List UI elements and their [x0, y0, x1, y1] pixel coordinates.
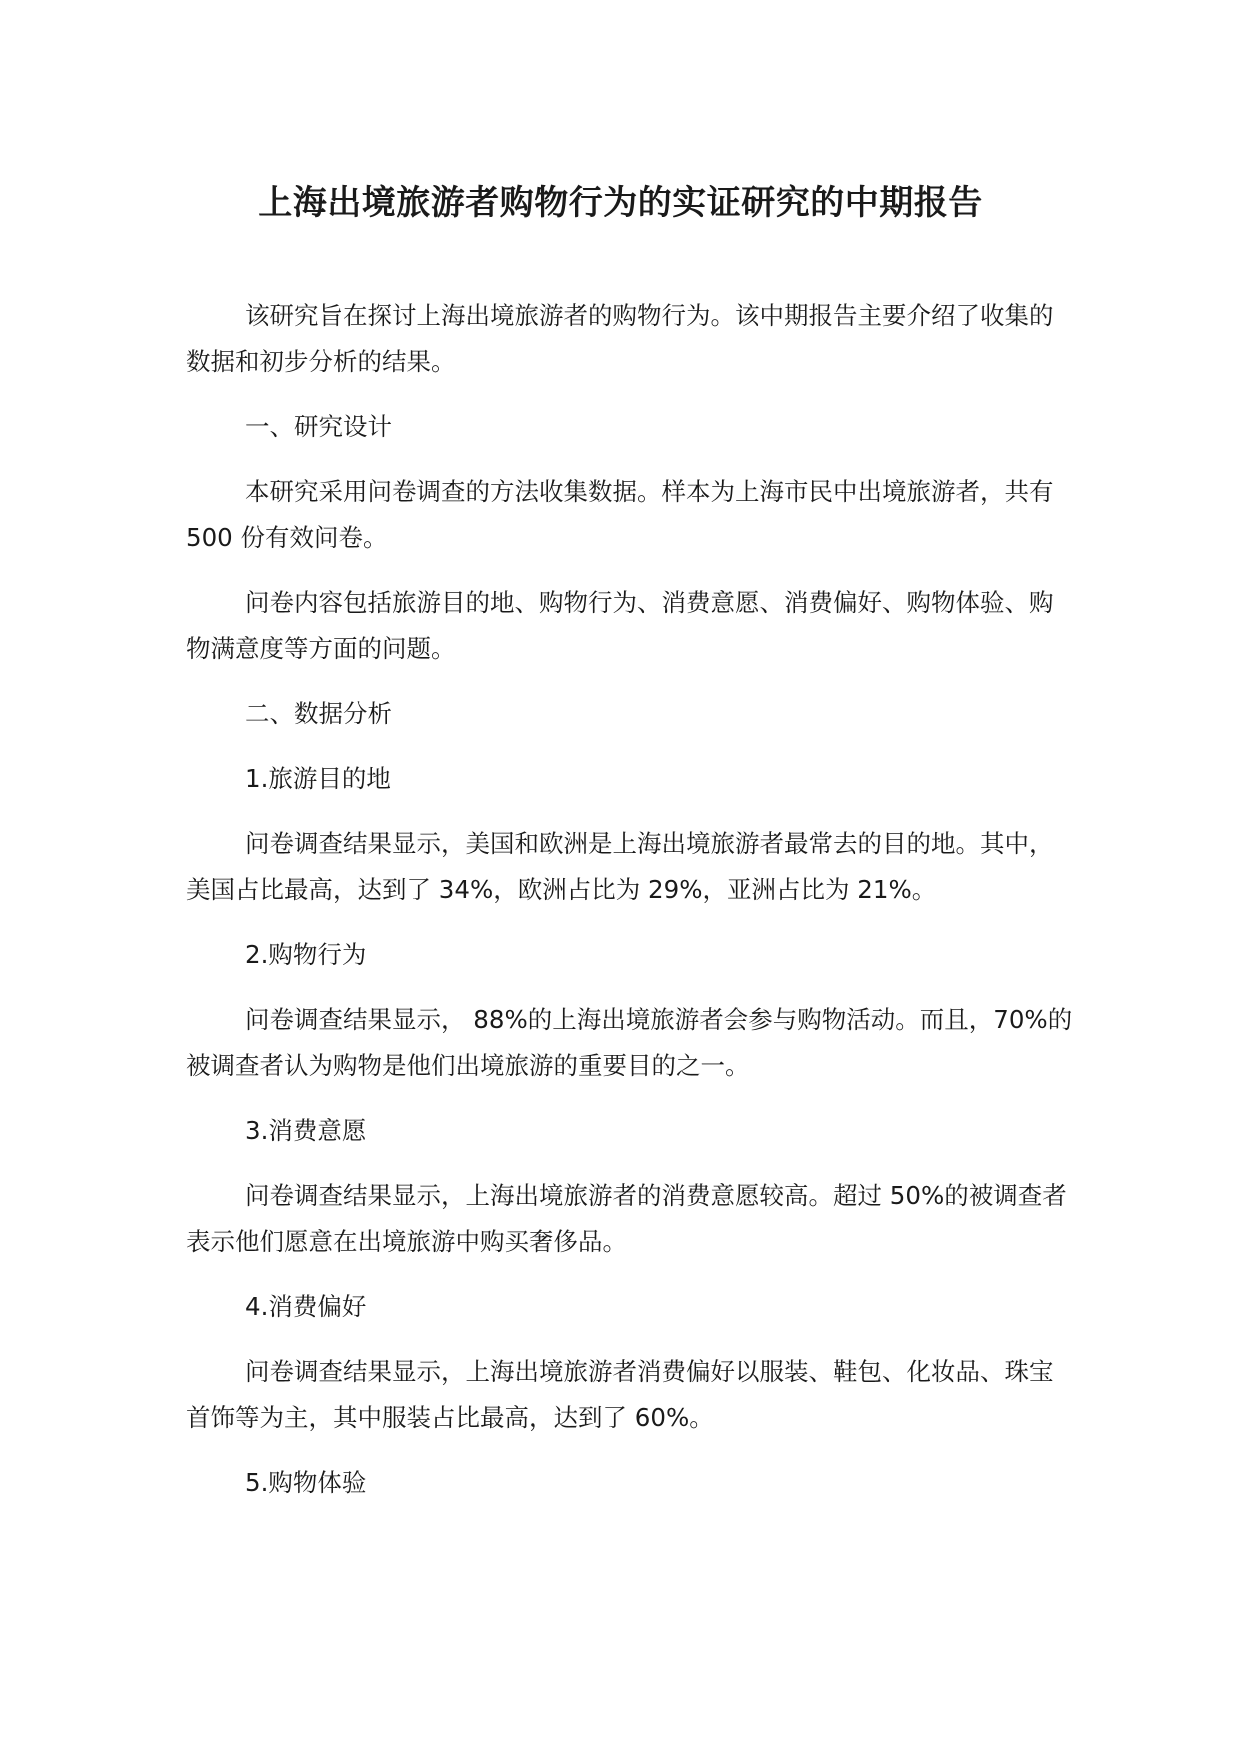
- shopping-behavior-paragraph: 问卷调查结果显示， 88%的上海出境旅游者会参与购物活动。而且，70%的被调查者认为购物是他们出境旅游的重要目的之一。: [186, 1005, 1073, 1080]
- section-heading-data-analysis: 二、数据分析: [245, 699, 392, 728]
- section-heading-research-design: 一、研究设计: [245, 412, 392, 441]
- document-title: 上海出境旅游者购物行为的实证研究的中期报告: [258, 183, 983, 223]
- subheading-consumption-willingness: 3.消费意愿: [245, 1116, 367, 1145]
- subheading-shopping-experience: 5.购物体验: [245, 1468, 367, 1497]
- consumption-willingness-paragraph: 问卷调查结果显示，上海出境旅游者的消费意愿较高。超过 50%的被调查者表示他们愿意在出境旅游中购买奢侈品。: [186, 1181, 1067, 1256]
- document-body: [186, 293, 1076, 1525]
- destination-paragraph: 问卷调查结果显示，美国和欧洲是上海出境旅游者最常去的目的地。其中，美国占比最高，达到了 34%，欧洲占比为 29%，亚洲占比为 21%。: [186, 829, 1054, 904]
- questionnaire-content-paragraph: 问卷内容包括旅游目的地、购物行为、消费意愿、消费偏好、购物体验、购物满意度等方面的问题。: [186, 588, 1054, 663]
- subheading-consumption-preference: 4.消费偏好: [245, 1292, 367, 1321]
- research-method-paragraph: 本研究采用问卷调查的方法收集数据。样本为上海市民中出境旅游者，共有 500 份有效问卷。: [186, 477, 1054, 552]
- consumption-preference-paragraph: 问卷调查结果显示，上海出境旅游者消费偏好以服装、鞋包、化妆品、珠宝首饰等为主，其中服装占比最高，达到了 60%。: [186, 1357, 1054, 1432]
- intro-paragraph: 该研究旨在探讨上海出境旅游者的购物行为。该中期报告主要介绍了收集的数据和初步分析的结果。: [186, 301, 1054, 376]
- subheading-shopping-behavior: 2.购物行为: [245, 940, 367, 969]
- subheading-destination: 1.旅游目的地: [245, 764, 391, 793]
